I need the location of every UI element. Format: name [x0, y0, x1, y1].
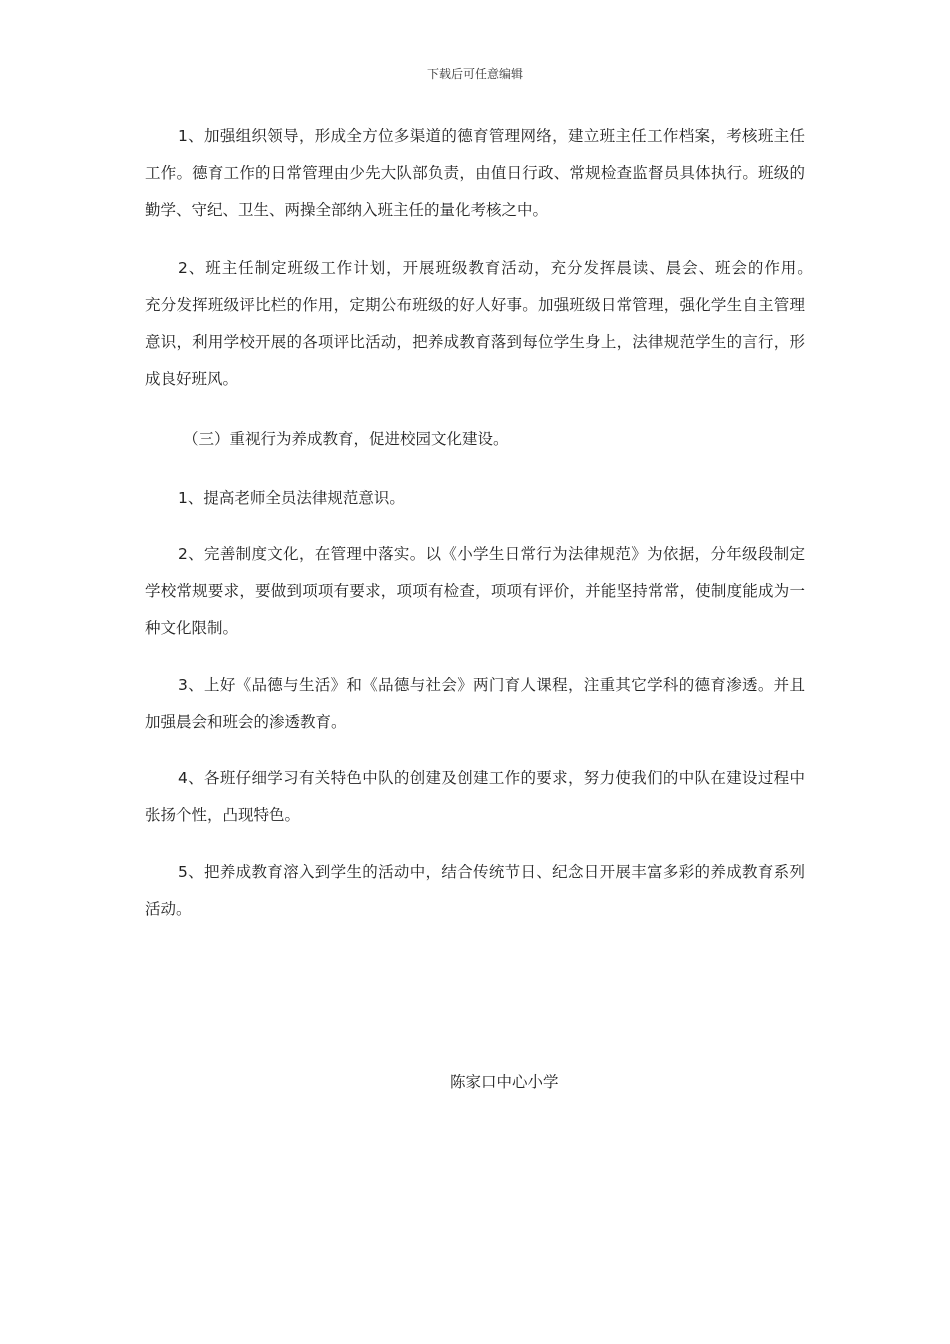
paragraph-7: 5、把养成教育溶入到学生的活动中，结合传统节日、纪念日开展丰富多彩的养成教育系列活动。 — [145, 863, 805, 918]
paragraph-6: 4、各班仔细学习有关特色中队的创建及创建工作的要求，努力使我们的中队在建设过程中张扬个性，凸现特色。 — [145, 769, 805, 824]
header-note: 下载后可任意编辑 — [426, 67, 523, 81]
paragraph-4: 2、完善制度文化，在管理中落实。以《小学生日常行为法律规范》为依据，分年级段制定学校常规要求，要做到项项有要求，项项有检查，项项有评价，并能坚持常常，使制度能成为一种文化限制。 — [145, 545, 805, 637]
signature: 陈家口中心小学 — [450, 1073, 559, 1091]
paragraph-2: 2、班主任制定班级工作计划，开展班级教育活动，充分发挥晨读、晨会、班会的作用。 充分发挥班级评比栏的作用，定期公布班级的好人好事。加强班级日常管理，强化学生自主管理意识，利用学校开展的各项评比活动，把养成教育落到每位学生身上，法律规范学生的言行，形成良好班风。 — [145, 259, 837, 388]
paragraph-3: 1、提高老师全员法律规范意识。 — [178, 489, 405, 507]
section-heading-3: （三）重视行为养成教育，促进校园文化建设。 — [183, 430, 509, 448]
paragraph-5: 3、上好《品德与生活》和《品德与社会》两门育人课程，注重其它学科的德育渗透。并且加强晨会和班会的渗透教育。 — [145, 676, 805, 731]
paragraph-1: 1、加强组织领导，形成全方位多渠道的德育管理网络，建立班主任工作档案，考核班主任工作。德育工作的日常管理由少先大队部负责，由值日行政、常规检查监督员具体执行。班级的勤学、守纪、卫生、两操全部纳入班主任的量化考核之中。 — [145, 127, 805, 219]
